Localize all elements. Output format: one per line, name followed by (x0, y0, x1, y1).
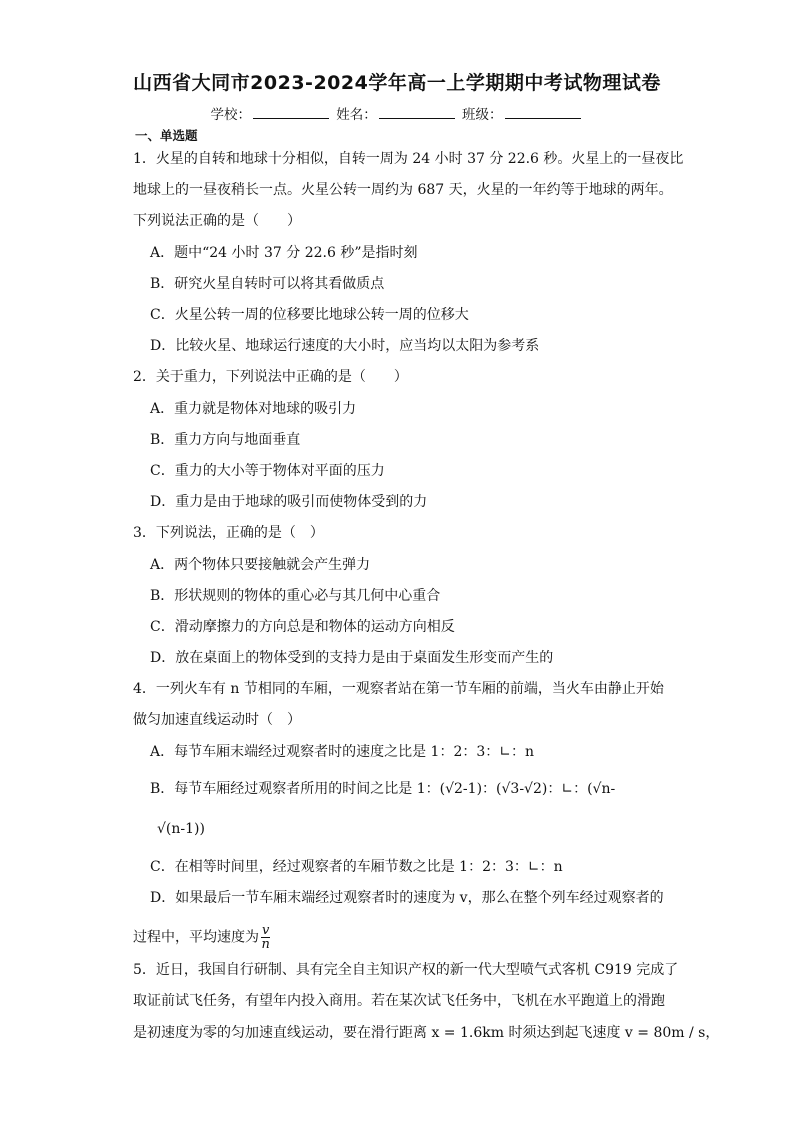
q2-option-d[interactable]: D．重力是由于地球的吸引而使物体受到的力 (150, 494, 428, 510)
q1-stem-line: 1．火星的自转和地球十分相似，自转一周为 24 小时 37 分 22.6 秒。火星上的一昼夜比 (133, 151, 684, 167)
q5-stem-line: 取证前试飞任务，有望年内投入商用。若在某次试飞任务中，飞机在水平跑道上的滑跑 (133, 993, 665, 1009)
name-label: 姓名： (336, 107, 377, 123)
school-blank[interactable] (253, 106, 329, 119)
average-speed-fraction (261, 924, 270, 951)
q1-option-a[interactable]: A．题中“24 小时 37 分 22.6 秒”是指时刻 (150, 245, 418, 261)
q4-option-b[interactable]: B．每节车厢经过观察者所用的时间之比是 1：(√2-1)：(√3-√2)：∟：(√n- (150, 781, 616, 797)
q4-option-d[interactable]: D．如果最后一节车厢末端经过观察者时的速度为 v，那么在整个列车经过观察者的 (150, 890, 664, 906)
q4-stem-line: 做匀加速直线运动时（ ） (133, 712, 301, 728)
q4-option-b-continued: √(n-1)) (157, 821, 205, 837)
q4-stem-line: 4．一列火车有 n 节相同的车厢，一观察者站在第一节车厢的前端，当火车由静止开始 (133, 681, 664, 697)
q3-stem-line: 3．下列说法，正确的是（ ） (133, 525, 324, 541)
q3-option-a[interactable]: A．两个物体只要接触就会产生弹力 (150, 557, 371, 573)
student-info-line (0, 103, 794, 123)
fraction-denominator: n (261, 937, 270, 952)
class-label: 班级： (462, 107, 503, 123)
q5-stem-line: 5．近日，我国自行研制、具有完全自主知识产权的新一代大型喷气式客机 C919 完成了 (133, 962, 679, 978)
name-blank[interactable] (379, 106, 455, 119)
q3-option-b[interactable]: B．形状规则的物体的重心必与其几何中心重合 (150, 588, 441, 604)
q1-option-c[interactable]: C．火星公转一周的位移要比地球公转一周的位移大 (150, 307, 469, 323)
class-blank[interactable] (505, 106, 581, 119)
q2-option-c[interactable]: C．重力的大小等于物体对平面的压力 (150, 463, 385, 479)
q2-option-b[interactable]: B．重力方向与地面垂直 (150, 432, 301, 448)
school-label: 学校： (210, 107, 251, 123)
fraction-numerator: v (262, 923, 270, 938)
q4-option-d-tail: 过程中，平均速度为 (133, 929, 259, 946)
q3-option-c[interactable]: C．滑动摩擦力的方向总是和物体的运动方向相反 (150, 619, 455, 635)
q4-option-d-continued (133, 924, 270, 951)
exam-title: 山西省大同市2023-2024学年高一上学期期中考试物理试卷 (133, 72, 661, 94)
q3-option-d[interactable]: D．放在桌面上的物体受到的支持力是由于桌面发生形变而产生的 (150, 650, 554, 666)
q4-option-c[interactable]: C．在相等时间里，经过观察者的车厢节数之比是 1：2：3：∟：n (150, 859, 563, 875)
q1-stem-line: 地球上的一昼夜稍长一点。火星公转一周约为 687 天，火星的一年约等于地球的两年。 (133, 182, 673, 198)
q2-stem-line: 2．关于重力，下列说法中正确的是（ ） (133, 369, 408, 385)
section-title: 一、单选题 (135, 128, 198, 143)
q1-option-b[interactable]: B．研究火星自转时可以将其看做质点 (150, 276, 385, 292)
q5-stem-line: 是初速度为零的匀加速直线运动，要在滑行距离 x = 1.6km 时须达到起飞速度 v = 80m / s， (133, 1025, 720, 1041)
q2-option-a[interactable]: A．重力就是物体对地球的吸引力 (150, 401, 357, 417)
q4-option-a[interactable]: A．每节车厢末端经过观察者时的速度之比是 1：2：3：∟：n (150, 744, 535, 760)
q1-option-d[interactable]: D．比较火星、地球运行速度的大小时，应当均以太阳为参考系 (150, 338, 540, 354)
q1-stem-line: 下列说法正确的是（ ） (133, 213, 301, 229)
